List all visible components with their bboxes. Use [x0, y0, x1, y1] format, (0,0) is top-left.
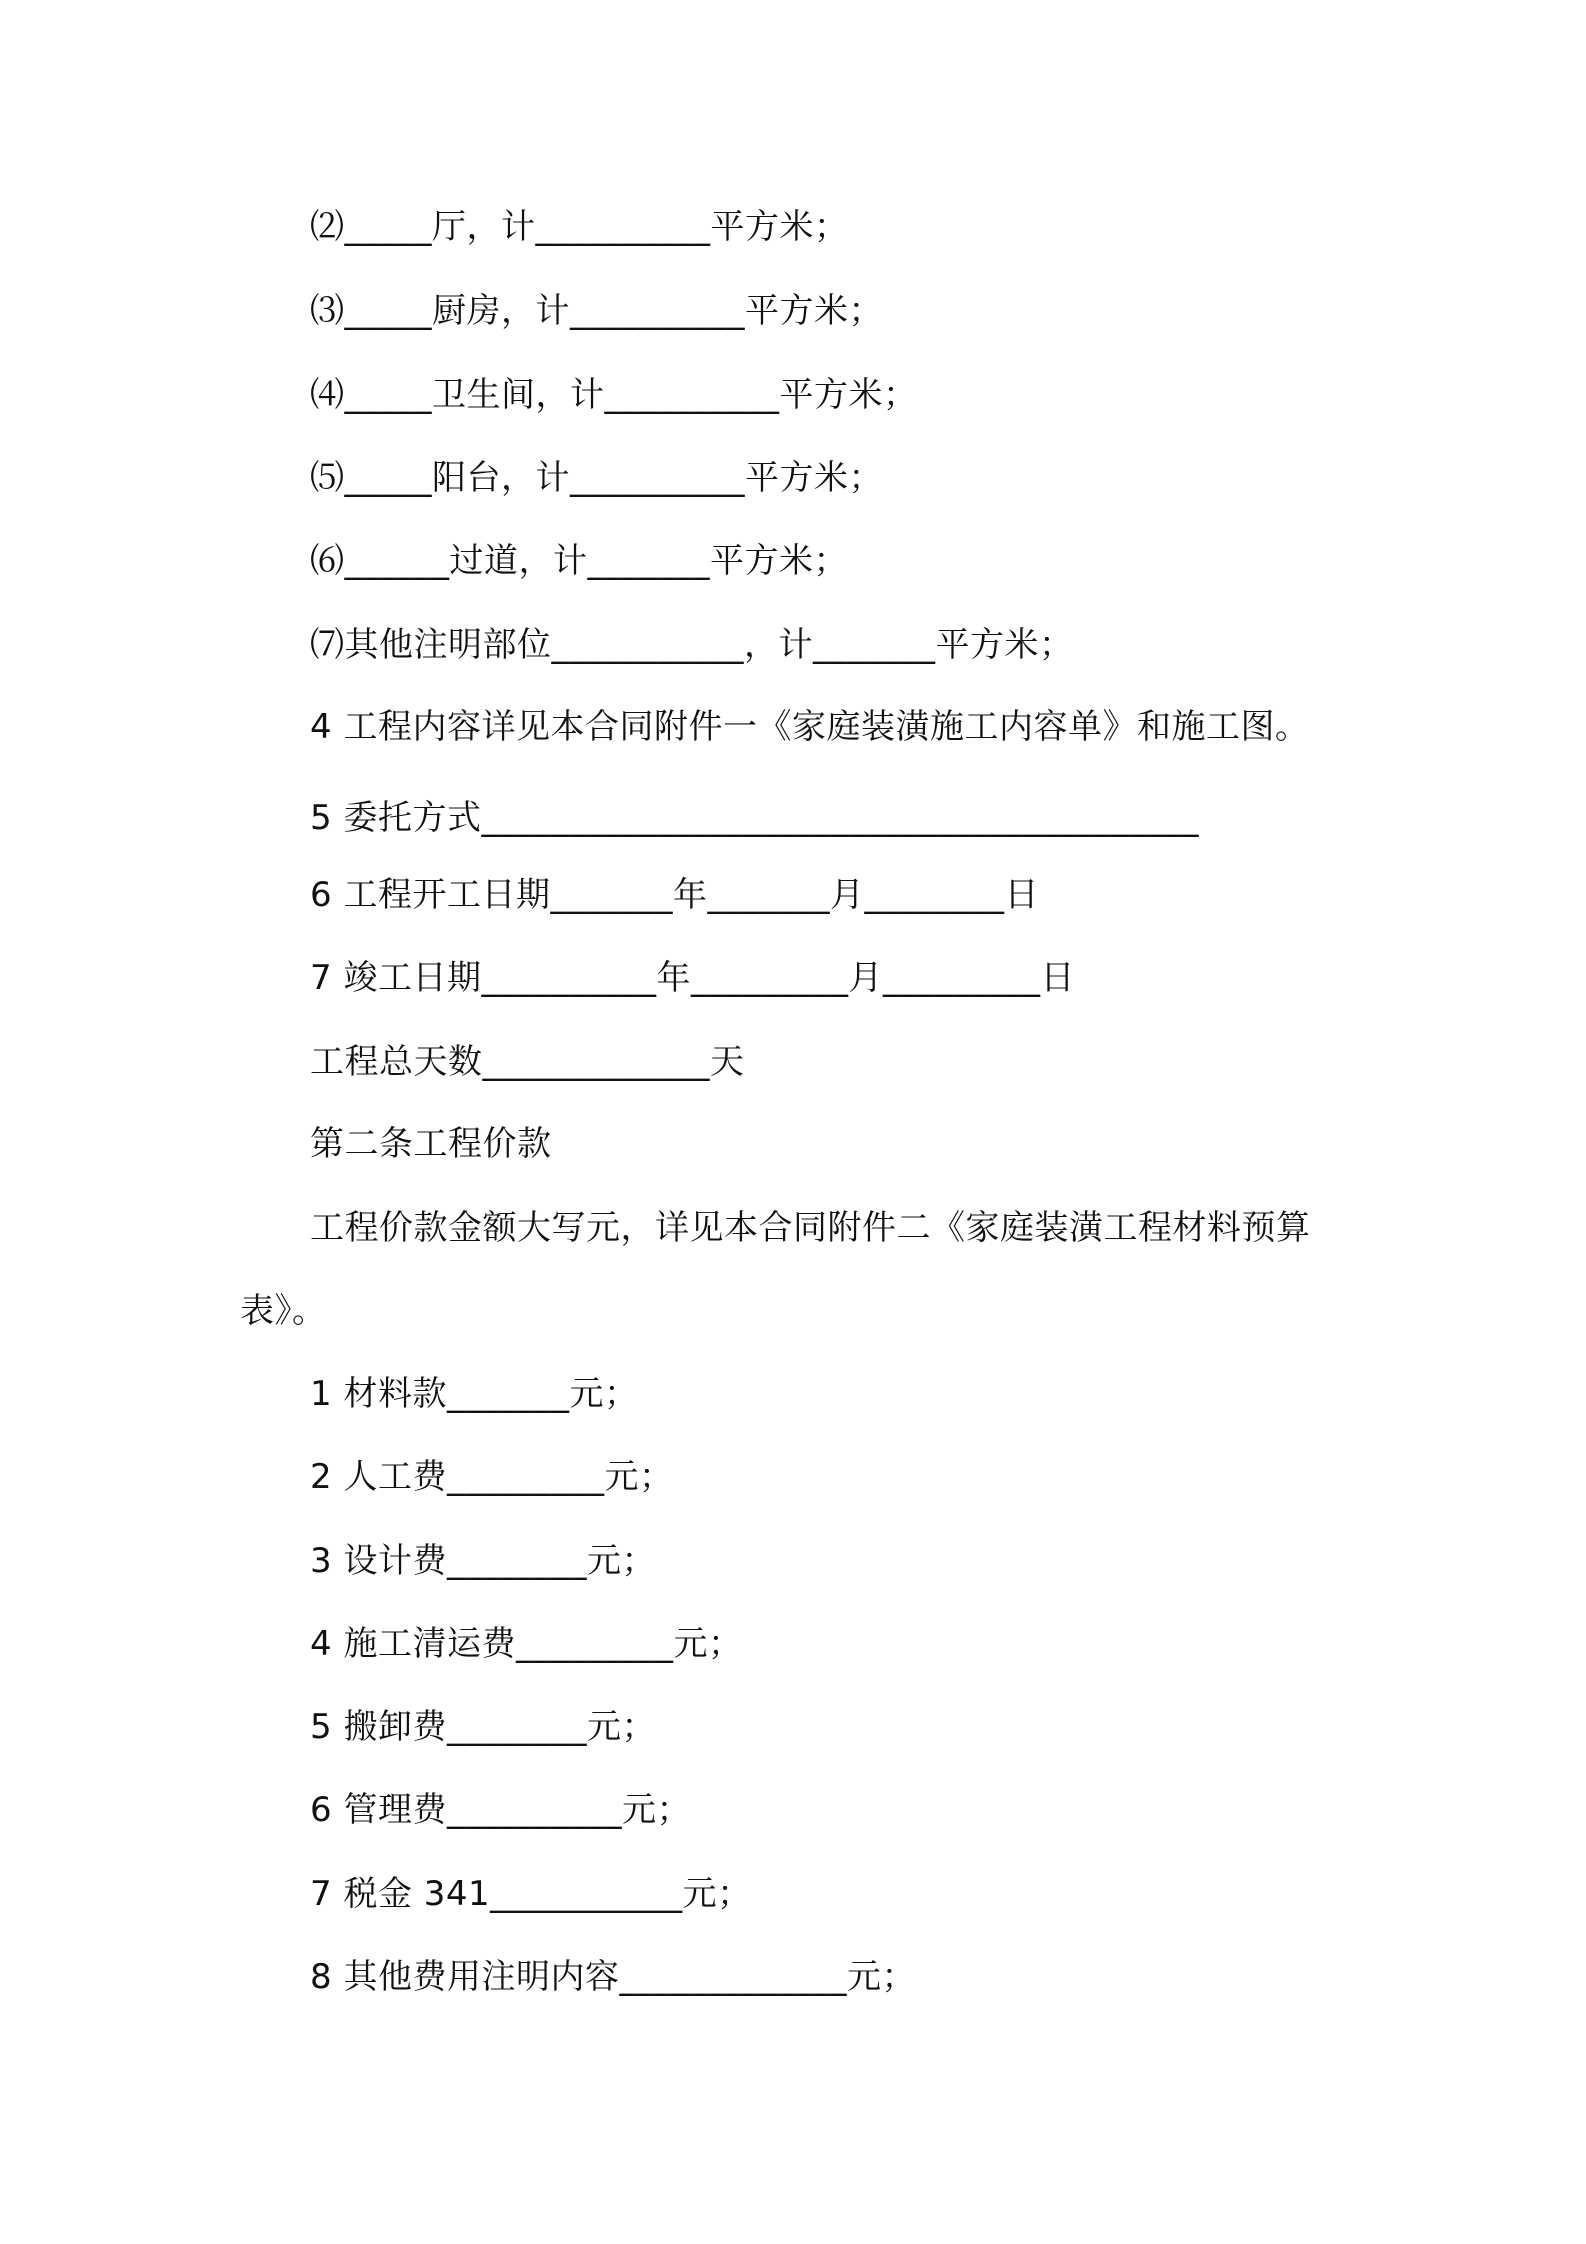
fee-item-cleanup: 4 施工清运费_________元； — [310, 1624, 743, 1664]
fee-item-tax: 7 税金 341___________元； — [310, 1874, 752, 1914]
price-paragraph-line2: 表》。 — [240, 1291, 327, 1331]
clause-work-content: 4 工程内容详见本合同附件一《家庭装潢施工内容单》和施工图。 — [310, 707, 1310, 747]
area-item-hall: ⑵_____厅，计__________平方米； — [310, 207, 849, 247]
fee-item-moving: 5 搬卸费________元； — [310, 1707, 656, 1747]
clause-commission-method: 5 委托方式_________________________________________ — [310, 798, 1199, 838]
fee-item-management: 6 管理费__________元； — [310, 1790, 691, 1830]
area-item-other: ⑺其他注明部位___________，计_______平方米； — [310, 625, 1074, 665]
section-heading-price: 第二条工程价款 — [310, 1124, 552, 1164]
area-item-bathroom: ⑷_____卫生间，计__________平方米； — [310, 375, 918, 415]
fee-item-design: 3 设计费________元； — [310, 1541, 656, 1581]
clause-total-days: 工程总天数_____________天 — [310, 1042, 745, 1082]
fee-item-labor: 2 人工费_________元； — [310, 1457, 674, 1497]
clause-completion-date: 7 竣工日期__________年_________月_________日 — [310, 958, 1075, 998]
clause-start-date: 6 工程开工日期_______年_______月________日 — [310, 875, 1039, 915]
fee-item-other: 8 其他费用注明内容_____________元； — [310, 1957, 916, 1997]
area-item-balcony: ⑸_____阳台，计__________平方米； — [310, 458, 883, 498]
area-item-kitchen: ⑶_____厨房，计__________平方米； — [310, 291, 883, 331]
fee-item-materials: 1 材料款_______元； — [310, 1374, 639, 1414]
area-item-corridor: ⑹______过道，计_______平方米； — [310, 541, 848, 581]
price-paragraph-line1: 工程价款金额大写元，详见本合同附件二《家庭装潢工程材料预算 — [310, 1208, 1311, 1248]
